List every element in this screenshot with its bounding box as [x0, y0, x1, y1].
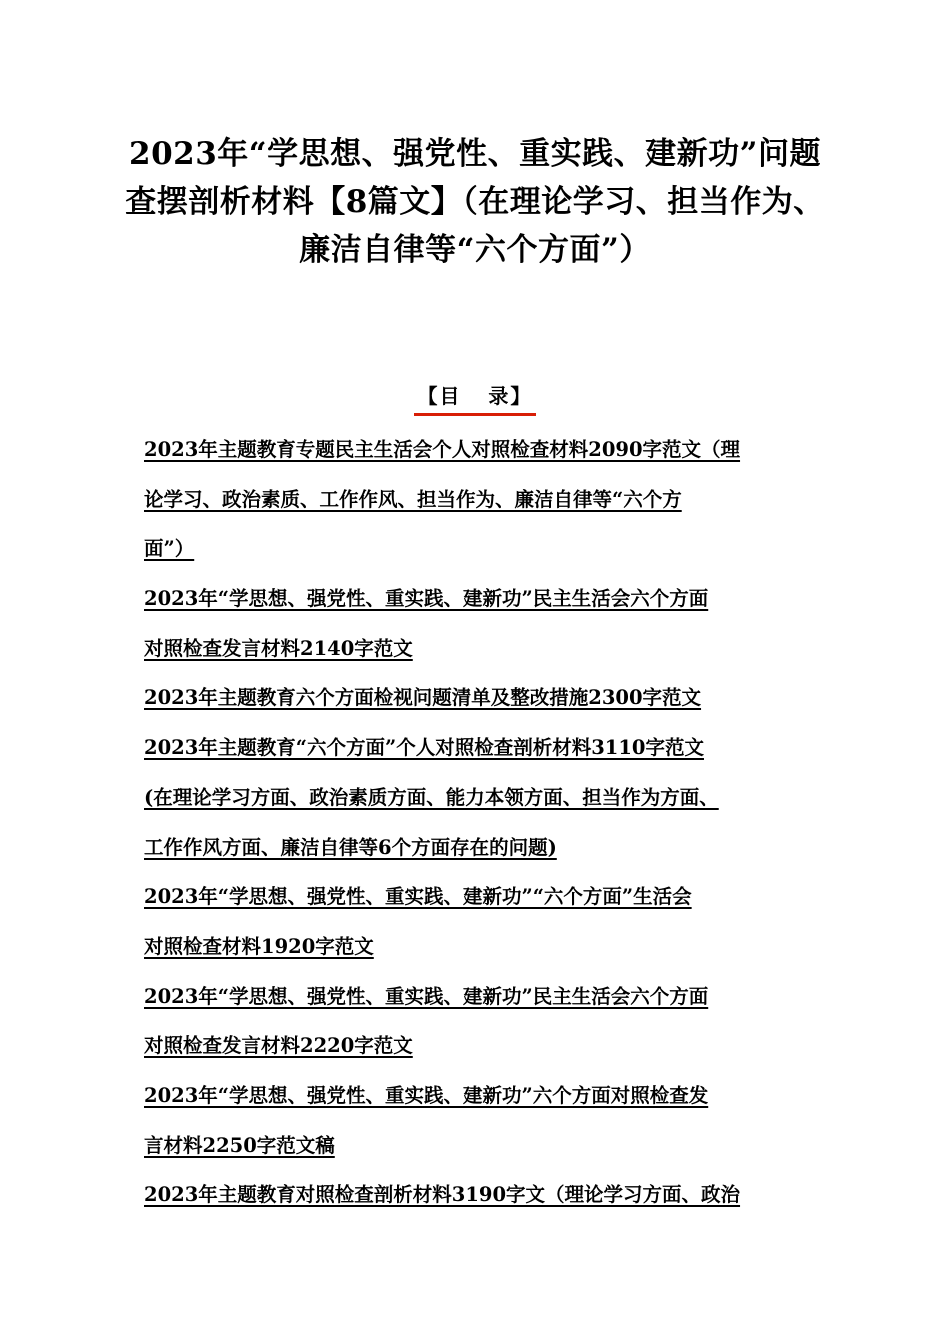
toc-heading: 【目 录】 [414, 380, 537, 416]
toc-heading-container [0, 380, 950, 416]
toc-link[interactable]: 面”） [144, 537, 195, 561]
toc-link[interactable]: 对照检查发言材料2220字范文 [144, 1034, 413, 1058]
toc-line [144, 434, 814, 484]
toc-line [144, 931, 814, 981]
toc-link[interactable]: 2023年主题教育专题民主生活会个人对照检查材料2090字范文（理 [144, 438, 741, 461]
toc-link[interactable]: (在理论学习方面、政治素质方面、能力本领方面、担当作为方面、 [144, 785, 719, 809]
toc-line [144, 1080, 814, 1130]
toc-link[interactable]: 2023年主题教育“六个方面”个人对照检查剖析材料3110字范文 [144, 736, 704, 760]
toc-line [144, 881, 814, 931]
title-line-2: 查摆剖析材料【8篇文】（在理论学习、担当作为、 [125, 184, 825, 220]
toc-line [144, 832, 814, 882]
toc-link[interactable]: 2023年“学思想、强党性、重实践、建新功”民主生活会六个方面 [144, 984, 709, 1008]
toc-link[interactable]: 2023年“学思想、强党性、重实践、建新功”民主生活会六个方面 [144, 587, 709, 611]
toc-line [144, 1179, 814, 1229]
toc-link[interactable]: 2023年“学思想、强党性、重实践、建新功”“六个方面”生活会 [144, 885, 692, 909]
toc-line [144, 1130, 814, 1180]
toc-link[interactable]: 2023年“学思想、强党性、重实践、建新功”六个方面对照检查发 [144, 1083, 709, 1107]
toc-line [144, 782, 814, 832]
table-of-contents [144, 434, 814, 1229]
toc-line [144, 732, 814, 782]
toc-link[interactable]: 2023年主题教育六个方面检视问题清单及整改措施2300字范文 [144, 686, 702, 710]
toc-line [144, 583, 814, 633]
toc-link[interactable]: 对照检查发言材料2140字范文 [144, 636, 413, 660]
toc-line [144, 682, 814, 732]
toc-line [144, 981, 814, 1031]
toc-link[interactable]: 论学习、政治素质、工作作风、担当作为、廉洁自律等“六个方 [144, 487, 682, 511]
toc-line [144, 1030, 814, 1080]
title-line-3: 廉洁自律等“六个方面”） [299, 232, 651, 268]
toc-link[interactable]: 言材料2250字范文稿 [144, 1133, 335, 1157]
toc-line [144, 484, 814, 534]
title-line-1: 2023年“学思想、强党性、重实践、建新功”问题 [129, 136, 821, 172]
document-title [120, 130, 830, 274]
toc-line [144, 633, 814, 683]
toc-link[interactable]: 2023年主题教育对照检查剖析材料3190字文（理论学习方面、政治 [144, 1183, 741, 1207]
toc-line [144, 533, 814, 583]
toc-link[interactable]: 对照检查材料1920字范文 [144, 934, 374, 958]
toc-link[interactable]: 工作作风方面、廉洁自律等6个方面存在的问题) [144, 835, 557, 859]
